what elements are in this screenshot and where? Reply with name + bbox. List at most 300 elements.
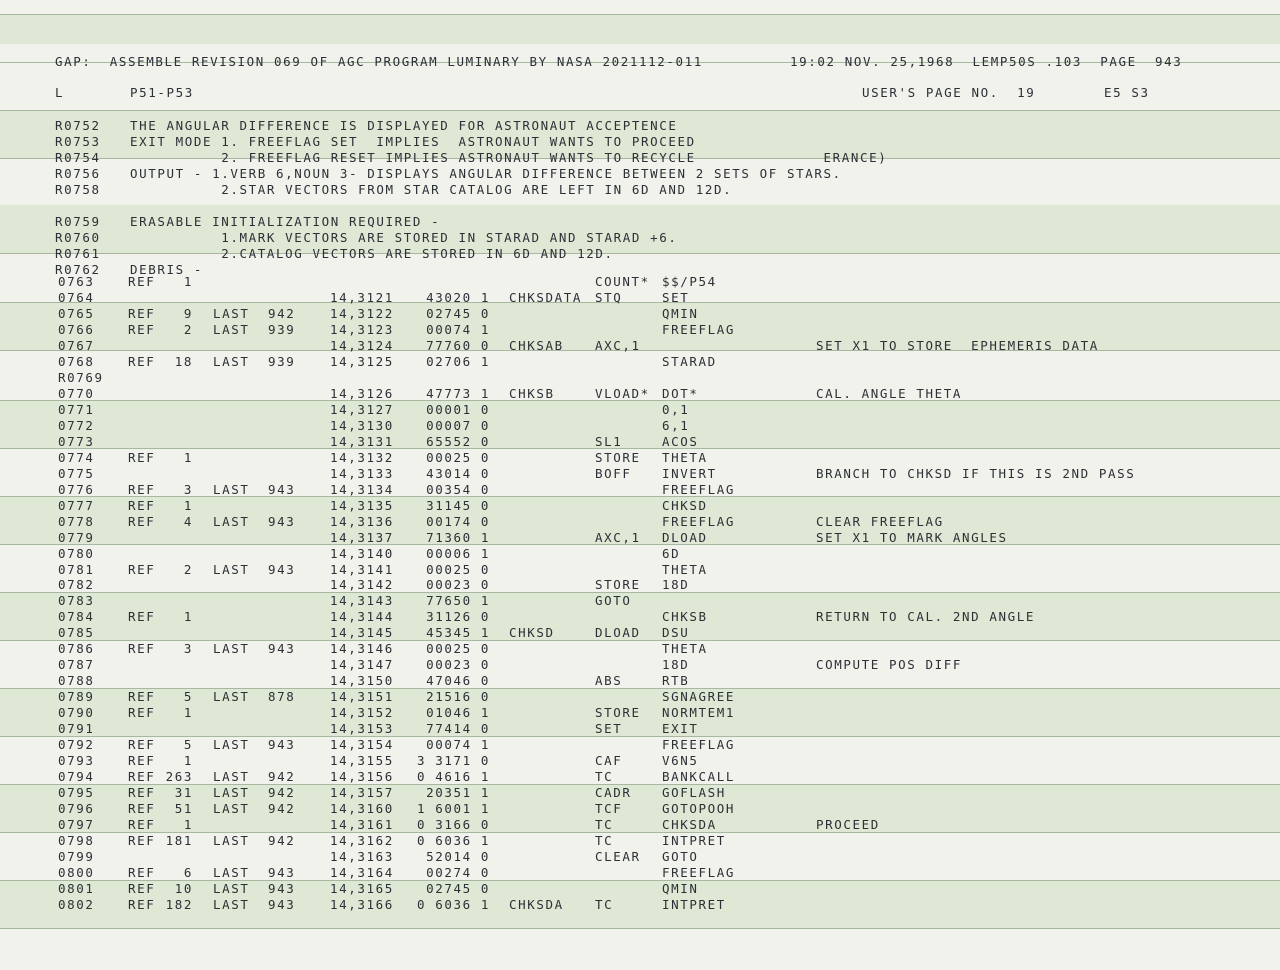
operand: INTPRET bbox=[662, 896, 726, 912]
ref-count: 5 bbox=[183, 737, 193, 753]
ref-count: 2 bbox=[183, 321, 193, 337]
operand: FREEFLAG bbox=[662, 513, 736, 529]
header-code: E5 S3 bbox=[1104, 85, 1150, 100]
address: 14,3147 bbox=[330, 657, 394, 673]
last-page: 943 bbox=[268, 561, 296, 577]
ref-label: REF bbox=[128, 737, 156, 753]
line-number: 0785 bbox=[58, 625, 95, 641]
ref-count: 51 bbox=[174, 801, 193, 816]
code-row bbox=[0, 705, 1280, 721]
last-label: LAST bbox=[213, 689, 250, 705]
operand: CHKSDA bbox=[662, 817, 717, 832]
operand: CHKSB bbox=[662, 609, 708, 625]
opcode: STQ bbox=[595, 290, 623, 305]
ref-count: 10 bbox=[174, 880, 193, 896]
comment-line bbox=[0, 198, 1280, 214]
last-label: LAST bbox=[213, 864, 250, 880]
last-page: 942 bbox=[268, 833, 296, 848]
operand: DSU bbox=[662, 625, 690, 641]
ref-label: REF bbox=[128, 609, 156, 625]
last-label: LAST bbox=[213, 641, 250, 657]
octal-word: 00001 0 bbox=[426, 401, 490, 417]
octal-word: 45345 1 bbox=[426, 625, 490, 641]
operand: 6,1 bbox=[662, 417, 690, 433]
code-row bbox=[0, 833, 1280, 849]
line-number: 0790 bbox=[58, 705, 95, 721]
ref-label: REF bbox=[128, 321, 156, 337]
comment-line bbox=[0, 134, 1280, 150]
remark: SET X1 TO MARK ANGLES bbox=[816, 529, 1008, 545]
ref-count: 1 bbox=[183, 274, 193, 289]
address: 14,3131 bbox=[330, 433, 394, 449]
line-number: 0791 bbox=[58, 721, 95, 737]
code-row bbox=[0, 386, 1280, 402]
opcode: GOTO bbox=[595, 593, 632, 609]
operand: CHKSD bbox=[662, 497, 708, 513]
last-page: 943 bbox=[268, 737, 296, 753]
code-row bbox=[0, 466, 1280, 482]
last-label: LAST bbox=[213, 561, 250, 577]
symbol-label: CHKSAB bbox=[509, 337, 564, 353]
last-page: 943 bbox=[268, 513, 296, 529]
line-number: 0774 bbox=[58, 449, 95, 465]
code-row bbox=[0, 306, 1280, 322]
address: 14,3143 bbox=[330, 593, 394, 609]
comment-line bbox=[0, 214, 1280, 230]
code-row bbox=[0, 625, 1280, 641]
address: 14,3154 bbox=[330, 737, 394, 753]
last-label: LAST bbox=[213, 896, 250, 912]
comment-text: 1.MARK VECTORS ARE STORED IN STARAD AND STARAD +6. bbox=[130, 230, 678, 245]
ref-count: 5 bbox=[183, 689, 193, 705]
operand: RTB bbox=[662, 673, 690, 689]
code-row bbox=[0, 354, 1280, 370]
line-number: 0801 bbox=[58, 880, 95, 896]
line-number: 0779 bbox=[58, 529, 95, 545]
code-row bbox=[0, 274, 1280, 290]
octal-word: 00274 0 bbox=[426, 864, 490, 880]
opcode: TCF bbox=[595, 801, 623, 816]
ref-label: REF bbox=[128, 274, 156, 289]
remark: PROCEED bbox=[816, 817, 880, 832]
operand: THETA bbox=[662, 641, 708, 657]
ref-count: 263 bbox=[165, 769, 193, 785]
comment-line bbox=[0, 166, 1280, 182]
ref-count: 1 bbox=[183, 609, 193, 625]
line-number: 0765 bbox=[58, 305, 95, 321]
operand: FREEFLAG bbox=[662, 481, 736, 497]
operand: V6N5 bbox=[662, 753, 699, 769]
line-number: 0788 bbox=[58, 673, 95, 689]
line-number: 0796 bbox=[58, 801, 95, 816]
opcode: TC bbox=[595, 896, 614, 912]
octal-word: 0 4616 1 bbox=[416, 769, 490, 785]
last-label: LAST bbox=[213, 801, 250, 816]
ref-label: REF bbox=[128, 705, 156, 721]
octal-word: 00023 0 bbox=[426, 657, 490, 673]
last-page: 939 bbox=[268, 353, 296, 369]
code-row bbox=[0, 418, 1280, 434]
operand: QMIN bbox=[662, 880, 699, 896]
address: 14,3152 bbox=[330, 705, 394, 721]
opcode: STORE bbox=[595, 577, 641, 593]
opcode: CLEAR bbox=[595, 848, 641, 864]
remark: SET X1 TO STORE EPHEMERIS DATA bbox=[816, 337, 1099, 353]
octal-word: 65552 0 bbox=[426, 433, 490, 449]
comment-text: 2. FREEFLAG RESET IMPLIES ASTRONAUT WANTS TO RECYCLE ERANCE) bbox=[130, 150, 888, 165]
header-timestamp: 19:02 NOV. 25,1968 LEMP50S .103 PAGE 943 bbox=[790, 54, 1183, 69]
octal-word: 00074 1 bbox=[426, 321, 490, 337]
code-row bbox=[0, 514, 1280, 530]
opcode: VLOAD* bbox=[595, 385, 650, 401]
ref-label: REF bbox=[128, 801, 156, 816]
operand: INTPRET bbox=[662, 833, 726, 848]
octal-word: 3 3171 0 bbox=[416, 753, 490, 769]
line-number: 0764 bbox=[58, 290, 95, 305]
opcode: AXC,1 bbox=[595, 337, 641, 353]
operand: THETA bbox=[662, 561, 708, 577]
address: 14,3150 bbox=[330, 673, 394, 689]
line-number: R0753 bbox=[55, 134, 101, 149]
octal-word: 02706 1 bbox=[426, 353, 490, 369]
ref-count: 3 bbox=[183, 481, 193, 497]
operand: DOT* bbox=[662, 385, 699, 401]
code-row bbox=[0, 498, 1280, 514]
code-row bbox=[0, 897, 1280, 913]
octal-word: 77760 0 bbox=[426, 337, 490, 353]
code-row bbox=[0, 370, 1280, 386]
comment-text: 2.STAR VECTORS FROM STAR CATALOG ARE LEFT IN 6D AND 12D. bbox=[130, 182, 733, 197]
octal-word: 77650 1 bbox=[426, 593, 490, 609]
line-number: 0780 bbox=[58, 545, 95, 561]
address: 14,3127 bbox=[330, 401, 394, 417]
line-number: 0798 bbox=[58, 833, 95, 848]
line-number: R0758 bbox=[55, 182, 101, 197]
ref-label: REF bbox=[128, 896, 156, 912]
last-page: 939 bbox=[268, 321, 296, 337]
last-label: LAST bbox=[213, 481, 250, 497]
operand: ACOS bbox=[662, 433, 699, 449]
code-row bbox=[0, 450, 1280, 466]
line-number: 0767 bbox=[58, 337, 95, 353]
octal-word: 43014 0 bbox=[426, 465, 490, 481]
comment-text: EXIT MODE 1. FREEFLAG SET IMPLIES ASTRONAUT WANTS TO PROCEED bbox=[130, 134, 696, 149]
last-label: LAST bbox=[213, 880, 250, 896]
ref-label: REF bbox=[128, 513, 156, 529]
address: 14,3123 bbox=[330, 321, 394, 337]
line-number: 0784 bbox=[58, 609, 95, 625]
line-number: 0787 bbox=[58, 657, 95, 673]
ref-label: REF bbox=[128, 641, 156, 657]
octal-word: 00025 0 bbox=[426, 449, 490, 465]
address: 14,3160 bbox=[330, 801, 394, 816]
comment-text: ERASABLE INITIALIZATION REQUIRED - bbox=[130, 214, 441, 229]
line-number: R0756 bbox=[55, 166, 101, 181]
comment-text: THE ANGULAR DIFFERENCE IS DISPLAYED FOR ASTRONAUT ACCEPTENCE bbox=[130, 118, 678, 133]
comment-line bbox=[0, 230, 1280, 246]
paper-band bbox=[0, 14, 1280, 44]
operand: QMIN bbox=[662, 305, 699, 321]
header-user-page: USER'S PAGE NO. 19 bbox=[862, 85, 1036, 100]
line-number: 0781 bbox=[58, 561, 95, 577]
octal-word: 43020 1 bbox=[426, 290, 490, 305]
address: 14,3126 bbox=[330, 385, 394, 401]
ref-label: REF bbox=[128, 753, 156, 769]
ref-label: REF bbox=[128, 785, 156, 800]
operand: FREEFLAG bbox=[662, 864, 736, 880]
operand: STARAD bbox=[662, 353, 717, 369]
line-number: 0789 bbox=[58, 689, 95, 705]
ref-label: REF bbox=[128, 817, 156, 832]
ref-count: 1 bbox=[183, 817, 193, 832]
operand: 6D bbox=[662, 545, 681, 561]
ref-count: 4 bbox=[183, 513, 193, 529]
address: 14,3164 bbox=[330, 864, 394, 880]
code-row bbox=[0, 817, 1280, 833]
octal-word: 00025 0 bbox=[426, 641, 490, 657]
octal-word: 1 6001 1 bbox=[416, 801, 490, 816]
code-row bbox=[0, 482, 1280, 498]
address: 14,3163 bbox=[330, 848, 394, 864]
ref-count: 1 bbox=[183, 705, 193, 721]
address: 14,3157 bbox=[330, 785, 394, 800]
line-number: 0800 bbox=[58, 864, 95, 880]
address: 14,3151 bbox=[330, 689, 394, 705]
ref-label: REF bbox=[128, 449, 156, 465]
header-listing-type: L bbox=[55, 85, 65, 100]
symbol-label: CHKSDATA bbox=[509, 290, 583, 305]
operand: SET bbox=[662, 290, 690, 305]
address: 14,3161 bbox=[330, 817, 394, 832]
address: 14,3135 bbox=[330, 497, 394, 513]
line-number: 0795 bbox=[58, 785, 95, 800]
address: 14,3166 bbox=[330, 896, 394, 912]
last-page: 942 bbox=[268, 769, 296, 785]
code-row bbox=[0, 402, 1280, 418]
symbol-label: CHKSD bbox=[509, 625, 555, 641]
code-row bbox=[0, 593, 1280, 609]
ref-label: REF bbox=[128, 769, 156, 785]
code-row bbox=[0, 546, 1280, 562]
last-label: LAST bbox=[213, 513, 250, 529]
address: 14,3134 bbox=[330, 481, 394, 497]
line-number: R0769 bbox=[58, 369, 104, 385]
remark: CAL. ANGLE THETA bbox=[816, 385, 963, 401]
header-program: P51-P53 bbox=[130, 85, 194, 100]
line-number: 0794 bbox=[58, 769, 95, 785]
octal-word: 00023 0 bbox=[426, 577, 490, 593]
code-row bbox=[0, 609, 1280, 625]
address: 14,3132 bbox=[330, 449, 394, 465]
ref-label: REF bbox=[128, 353, 156, 369]
last-label: LAST bbox=[213, 785, 250, 800]
line-number: 0768 bbox=[58, 353, 95, 369]
address: 14,3136 bbox=[330, 513, 394, 529]
code-row bbox=[0, 801, 1280, 817]
last-label: LAST bbox=[213, 737, 250, 753]
code-row bbox=[0, 881, 1280, 897]
operand: NORMTEM1 bbox=[662, 705, 736, 721]
operand: EXIT bbox=[662, 721, 699, 737]
ref-count: 18 bbox=[174, 353, 193, 369]
last-page: 878 bbox=[268, 689, 296, 705]
line-number: R0754 bbox=[55, 150, 101, 165]
last-page: 942 bbox=[268, 305, 296, 321]
ref-count: 6 bbox=[183, 864, 193, 880]
comment-text: 2.CATALOG VECTORS ARE STORED IN 6D AND 12D. bbox=[130, 246, 614, 261]
opcode: SL1 bbox=[595, 433, 623, 449]
octal-word: 00354 0 bbox=[426, 481, 490, 497]
code-row bbox=[0, 721, 1280, 737]
octal-word: 77414 0 bbox=[426, 721, 490, 737]
octal-word: 71360 1 bbox=[426, 529, 490, 545]
code-row bbox=[0, 769, 1280, 785]
last-label: LAST bbox=[213, 353, 250, 369]
header-title: GAP: ASSEMBLE REVISION 069 OF AGC PROGRAM LUMINARY BY NASA 2021112-011 bbox=[55, 54, 703, 69]
last-page: 943 bbox=[268, 880, 296, 896]
opcode: SET bbox=[595, 721, 623, 737]
code-row bbox=[0, 290, 1280, 306]
line-number: 0783 bbox=[58, 593, 95, 609]
address: 14,3125 bbox=[330, 353, 394, 369]
operand: GOTOPOOH bbox=[662, 801, 736, 816]
ref-label: REF bbox=[128, 481, 156, 497]
opcode: CAF bbox=[595, 753, 623, 769]
ref-label: REF bbox=[128, 305, 156, 321]
ref-count: 182 bbox=[165, 896, 193, 912]
operand: SGNAGREE bbox=[662, 689, 736, 705]
address: 14,3145 bbox=[330, 625, 394, 641]
address: 14,3146 bbox=[330, 641, 394, 657]
operand: GOFLASH bbox=[662, 785, 726, 800]
remark: CLEAR FREEFLAG bbox=[816, 513, 944, 529]
octal-word: 00025 0 bbox=[426, 561, 490, 577]
octal-word: 00006 1 bbox=[426, 545, 490, 561]
line-number: 0802 bbox=[58, 896, 95, 912]
operand: THETA bbox=[662, 449, 708, 465]
code-row bbox=[0, 530, 1280, 546]
operand: DLOAD bbox=[662, 529, 708, 545]
comment-text: DEBRIS - bbox=[130, 262, 204, 277]
address: 14,3137 bbox=[330, 529, 394, 545]
address: 14,3155 bbox=[330, 753, 394, 769]
octal-word: 00074 1 bbox=[426, 737, 490, 753]
ref-count: 1 bbox=[183, 449, 193, 465]
ref-label: REF bbox=[128, 561, 156, 577]
line-number: R0762 bbox=[55, 262, 101, 277]
octal-word: 02745 0 bbox=[426, 880, 490, 896]
last-page: 942 bbox=[268, 785, 296, 800]
code-row bbox=[0, 322, 1280, 338]
opcode: TC bbox=[595, 817, 614, 832]
comment-line bbox=[0, 118, 1280, 134]
operand: FREEFLAG bbox=[662, 321, 736, 337]
address: 14,3156 bbox=[330, 769, 394, 785]
remark: BRANCH TO CHKSD IF THIS IS 2ND PASS bbox=[816, 465, 1136, 481]
ref-count: 181 bbox=[165, 833, 193, 848]
address: 14,3162 bbox=[330, 833, 394, 848]
code-row bbox=[0, 673, 1280, 689]
code-row bbox=[0, 338, 1280, 354]
ref-label: REF bbox=[128, 497, 156, 513]
address: 14,3130 bbox=[330, 417, 394, 433]
operand: 18D bbox=[662, 657, 690, 673]
octal-word: 47046 0 bbox=[426, 673, 490, 689]
line-number: 0776 bbox=[58, 481, 95, 497]
opcode: DLOAD bbox=[595, 625, 641, 641]
line-number: 0763 bbox=[58, 274, 95, 289]
code-row bbox=[0, 737, 1280, 753]
last-page: 942 bbox=[268, 801, 296, 816]
line-number: 0766 bbox=[58, 321, 95, 337]
comment-line bbox=[0, 246, 1280, 262]
opcode: STORE bbox=[595, 705, 641, 721]
last-page: 943 bbox=[268, 864, 296, 880]
opcode: COUNT* bbox=[595, 274, 650, 289]
line-number: 0778 bbox=[58, 513, 95, 529]
ref-label: REF bbox=[128, 833, 156, 848]
opcode: STORE bbox=[595, 449, 641, 465]
octal-word: 01046 1 bbox=[426, 705, 490, 721]
band-rule bbox=[0, 14, 1280, 15]
opcode: ABS bbox=[595, 673, 623, 689]
octal-word: 0 3166 0 bbox=[416, 817, 490, 832]
symbol-label: CHKSDA bbox=[509, 896, 564, 912]
comment-line bbox=[0, 150, 1280, 166]
line-number: 0782 bbox=[58, 577, 95, 593]
line-number: R0760 bbox=[55, 230, 101, 245]
code-row bbox=[0, 865, 1280, 881]
operand: FREEFLAG bbox=[662, 737, 736, 753]
line-number: 0771 bbox=[58, 401, 95, 417]
line-number: 0799 bbox=[58, 848, 95, 864]
line-number: R0752 bbox=[55, 118, 101, 133]
octal-word: 21516 0 bbox=[426, 689, 490, 705]
band-rule bbox=[0, 110, 1280, 111]
last-label: LAST bbox=[213, 321, 250, 337]
address: 14,3141 bbox=[330, 561, 394, 577]
ref-count: 2 bbox=[183, 561, 193, 577]
line-number: 0793 bbox=[58, 753, 95, 769]
last-page: 943 bbox=[268, 896, 296, 912]
address: 14,3140 bbox=[330, 545, 394, 561]
octal-word: 31145 0 bbox=[426, 497, 490, 513]
address: 14,3133 bbox=[330, 465, 394, 481]
address: 14,3153 bbox=[330, 721, 394, 737]
operand: 18D bbox=[662, 577, 690, 593]
remark: RETURN TO CAL. 2ND ANGLE bbox=[816, 609, 1036, 625]
code-row bbox=[0, 657, 1280, 673]
line-number: 0786 bbox=[58, 641, 95, 657]
ref-count: 1 bbox=[183, 753, 193, 769]
operand: 0,1 bbox=[662, 401, 690, 417]
code-row bbox=[0, 577, 1280, 593]
line-number: 0772 bbox=[58, 417, 95, 433]
octal-word: 0 6036 1 bbox=[416, 833, 490, 848]
comment-text: OUTPUT - 1.VERB 6,NOUN 3- DISPLAYS ANGULAR DIFFERENCE BETWEEN 2 SETS OF STARS. bbox=[130, 166, 842, 181]
ref-count: 9 bbox=[183, 305, 193, 321]
code-row bbox=[0, 753, 1280, 769]
octal-word: 02745 0 bbox=[426, 305, 490, 321]
last-page: 943 bbox=[268, 481, 296, 497]
octal-word: 0 6036 1 bbox=[416, 896, 490, 912]
address: 14,3122 bbox=[330, 305, 394, 321]
code-row bbox=[0, 689, 1280, 705]
operand: GOTO bbox=[662, 848, 699, 864]
octal-word: 00174 0 bbox=[426, 513, 490, 529]
line-number: R0759 bbox=[55, 214, 101, 229]
octal-word: 00007 0 bbox=[426, 417, 490, 433]
